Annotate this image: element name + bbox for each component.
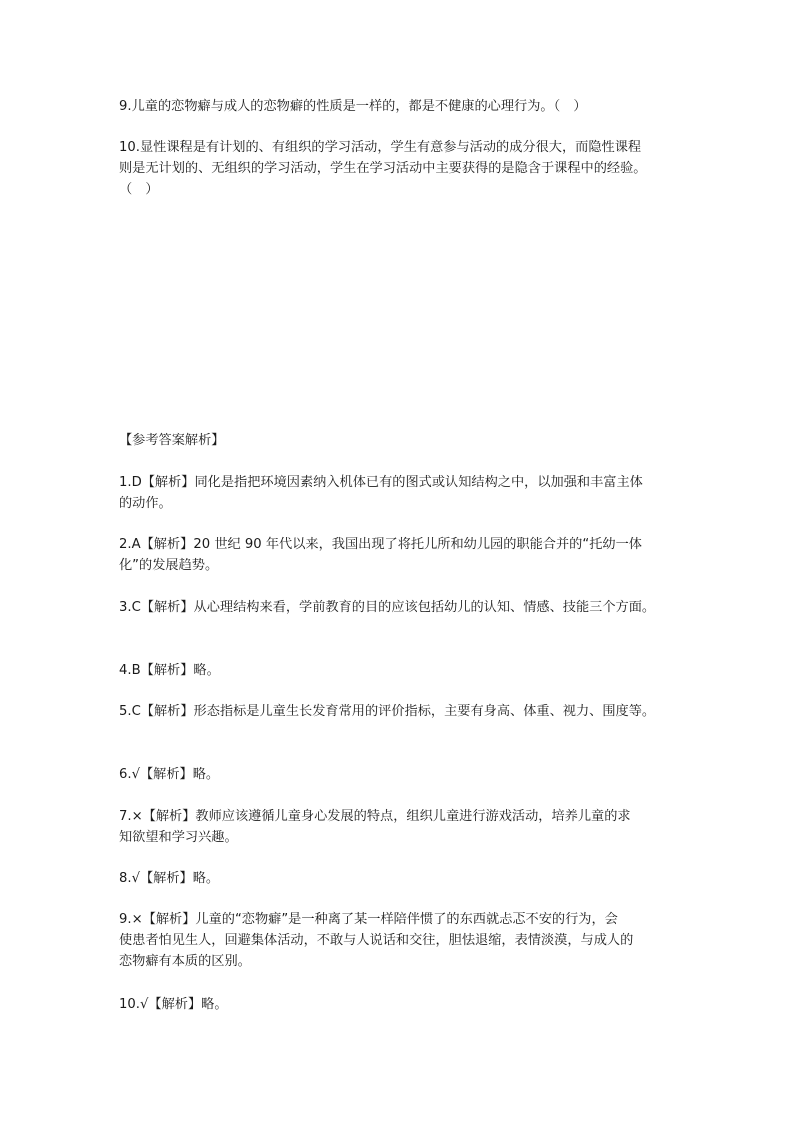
question-10-line-2: 则是无计划的、无组织的学习活动，学生在学习活动中主要获得的是隐含于课程中的经验。: [119, 161, 647, 176]
answer-2-line-2: 化”的发展趋势。: [119, 558, 219, 573]
answer-6: [119, 764, 681, 785]
answer-4: [119, 660, 681, 681]
answers-heading: [119, 430, 681, 451]
answer-9-line-1: 9.×【解析】儿童的“恋物癖”是一种离了某一样陪伴惯了的东西就忐忑不安的行为，会: [119, 912, 618, 927]
question-9: [119, 96, 681, 117]
answer-6-line-1: 6.√【解析】略。: [119, 767, 220, 782]
answer-8: [119, 868, 681, 889]
answer-1-line-1: 1.D【解析】同化是指把环境因素纳入机体已有的图式或认知结构之中，以加强和丰富主体: [119, 475, 643, 490]
answer-9-line-2: 使患者怕见生人，回避集体活动，不敢与人说话和交往，胆怯退缩，表情淡漠，与成人的: [119, 933, 634, 948]
answer-1-line-2: 的动作。: [119, 496, 172, 511]
answers-heading-text: 【参考答案解析】: [119, 433, 225, 448]
answer-5: [119, 701, 681, 722]
answer-4-line-1: 4.B【解析】略。: [119, 663, 220, 678]
answer-5-line-1: 5.C【解析】形态指标是儿童生长发育常用的评价指标，主要有身高、体重、视力、围度等。: [119, 704, 656, 719]
answer-3-line-1: 3.C【解析】从心理结构来看，学前教育的目的应该包括幼儿的认知、情感、技能三个方面。: [119, 600, 656, 615]
answer-10-line-1: 10.√【解析】略。: [119, 997, 228, 1012]
answer-9-line-3: 恋物癖有本质的区别。: [119, 954, 251, 969]
answer-3: [119, 597, 681, 618]
answer-7: [119, 806, 681, 848]
question-10-line-3: （ ）: [119, 182, 159, 197]
question-9-text: 9.儿童的恋物癖与成人的恋物癖的性质是一样的，都是不健康的心理行为。（ ）: [119, 99, 587, 114]
answer-7-line-1: 7.×【解析】教师应该遵循儿童身心发展的特点，组织儿童进行游戏活动，培养儿童的求: [119, 809, 631, 824]
question-10-line-1: 10.显性课程是有计划的、有组织的学习活动，学生有意参与活动的成分很大，而隐性课程: [119, 140, 642, 155]
answer-2: [119, 534, 681, 576]
answer-9: [119, 909, 681, 972]
answer-1: [119, 472, 681, 514]
answer-10: [119, 994, 681, 1015]
answer-7-line-2: 知欲望和学习兴趣。: [119, 830, 238, 845]
answer-2-line-1: 2.A【解析】20 世纪 90 年代以来，我国出现了将托儿所和幼儿园的职能合并的“托幼一体: [119, 537, 642, 552]
answer-8-line-1: 8.√【解析】略。: [119, 871, 220, 886]
question-10: [119, 137, 681, 200]
